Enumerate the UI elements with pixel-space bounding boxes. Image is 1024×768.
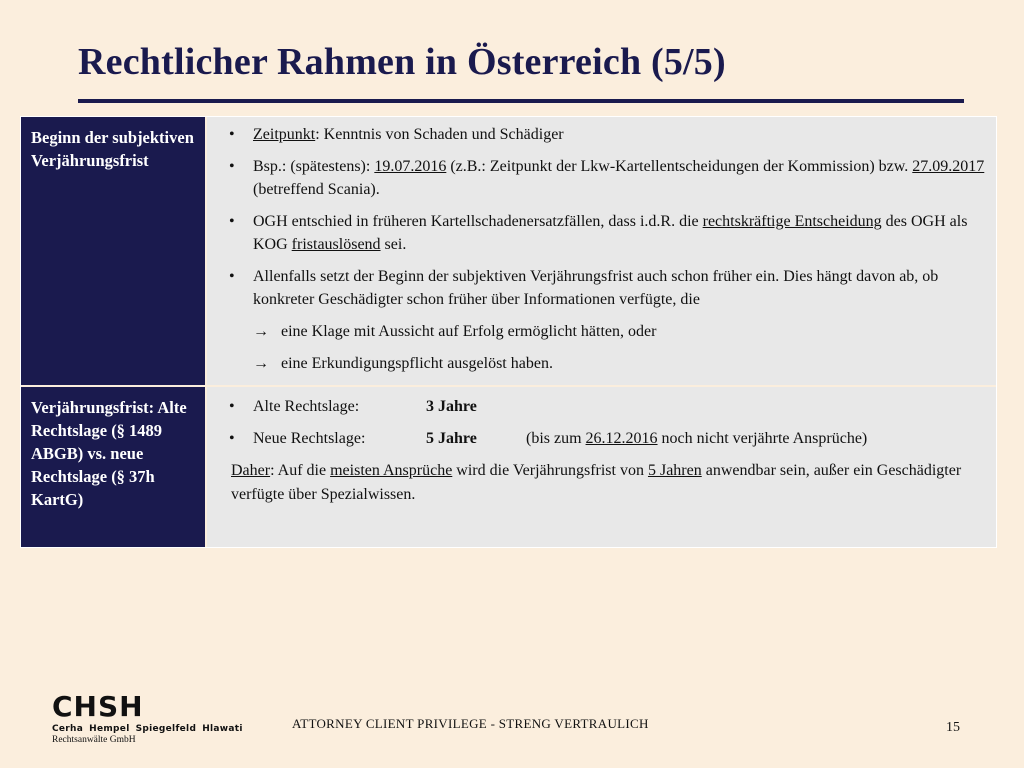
arrow-right-icon: → xyxy=(253,355,269,372)
title-underline xyxy=(78,99,964,103)
privilege-notice: ATTORNEY CLIENT PRIVILEGE - STRENG VERTRAULICH xyxy=(292,716,649,731)
bullet-item: • Zeitpunkt: Kenntnis von Schaden und Schädiger xyxy=(229,123,986,146)
row-label: Verjährungsfrist: Alte Rechtslage (§ 1489 ABGB) vs. neue Rechtslage (§ 37h KartG) xyxy=(21,387,205,547)
company-logo xyxy=(52,692,249,745)
row-label: Beginn der subjektiven Verjährungsfrist xyxy=(21,117,205,385)
page-number: 15 xyxy=(946,720,960,735)
logo-wordmark: CHSH xyxy=(52,690,144,723)
bullet-item: • Allenfalls setzt der Beginn der subjektiven Verjährungsfrist auch schon früher ein. Dies hängt davon ab, ob konkreter Geschädigter schon früher über Informationen verfügte, die xyxy=(229,265,986,311)
conclusion-paragraph: Daher: Auf die meisten Ansprüche wird die Verjährungsfrist von 5 Jahren anwendbar sein, außer ein Geschädigter verfügte über Spezialwissen. xyxy=(231,462,962,503)
logo-subtitle: Rechtsanwälte GmbH xyxy=(52,735,136,745)
slide-title: Rechtlicher Rahmen in Österreich (5/5) xyxy=(78,41,726,83)
arrow-item: → eine Klage mit Aussicht auf Erfolg ermöglicht hätten, oder xyxy=(229,320,986,343)
bullet-item: • Neue Rechtslage: 5 Jahre (bis zum 26.12.2016 noch nicht verjährte Ansprüche) xyxy=(229,427,986,450)
row-content xyxy=(207,387,996,547)
arrow-item: → eine Erkundigungspflicht ausgelöst haben. xyxy=(229,352,986,375)
bullet-item: • OGH entschied in früheren Kartellschadenersatzfällen, dass i.d.R. die rechtskräftige Entscheidung des OGH als KOG fristauslösend sei. xyxy=(229,210,986,256)
arrow-right-icon: → xyxy=(253,323,269,340)
table-row xyxy=(21,117,996,385)
content-table xyxy=(20,116,997,548)
table-row xyxy=(21,387,996,547)
bullet-item: • Bsp.: (spätestens): 19.07.2016 (z.B.: Zeitpunkt der Lkw-Kartellentscheidungen der Kommission) bzw. 27.09.2017 (betreffend Scania). xyxy=(229,155,986,201)
logo-partner-names: Cerha Hempel Spiegelfeld Hlawati xyxy=(52,724,243,734)
bullet-item: • Alte Rechtslage: 3 Jahre xyxy=(229,395,986,418)
row-content xyxy=(207,117,996,385)
